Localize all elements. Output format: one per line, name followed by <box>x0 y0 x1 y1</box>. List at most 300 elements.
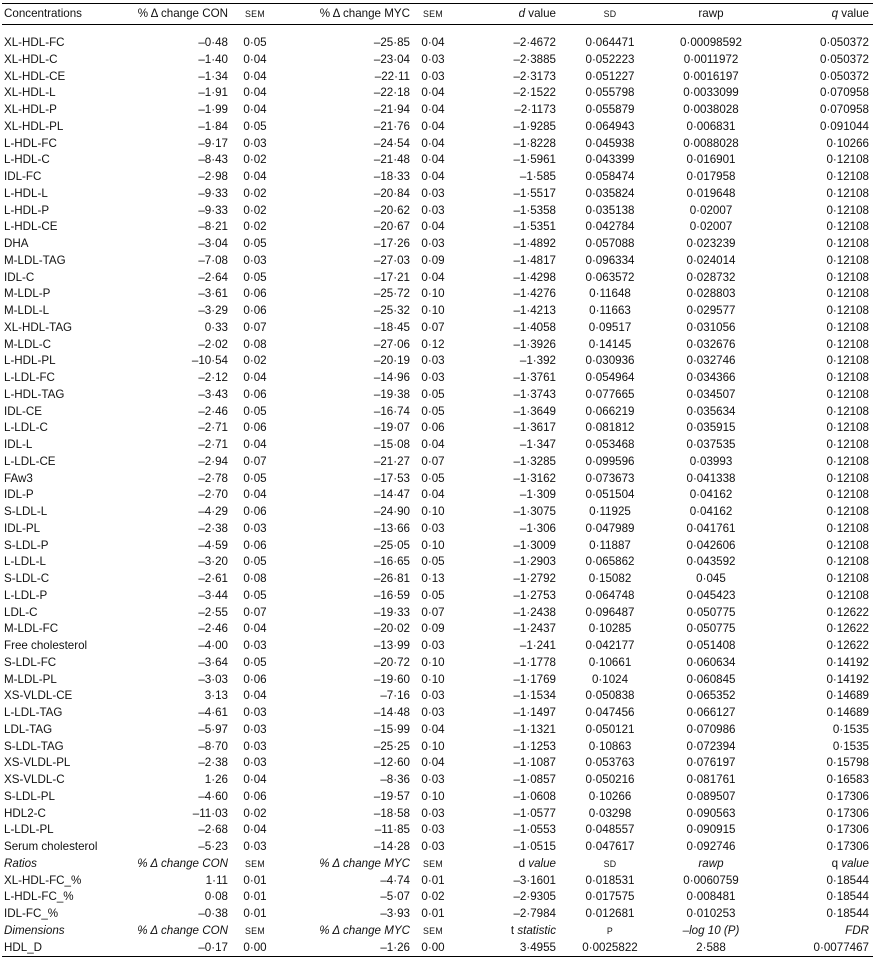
cell: 0·17306 <box>826 789 869 803</box>
table-row <box>2 471 873 488</box>
col-concentrations: Concentrations <box>2 4 122 25</box>
cell: 0·04162 <box>689 505 733 518</box>
cell: 0·04 <box>421 86 445 100</box>
table-row <box>2 337 873 354</box>
cell: 0·047456 <box>585 706 635 719</box>
cell: 0·03 <box>243 840 267 853</box>
cell: LDL-C <box>4 605 38 619</box>
cell: 0·04 <box>243 69 267 83</box>
cell: 0·06 <box>243 421 267 435</box>
cell: 0·07 <box>421 605 445 619</box>
table-row <box>2 722 873 739</box>
cell: 0·032746 <box>686 354 736 368</box>
cell: –14·48 <box>373 706 410 719</box>
cell: IDL-P <box>4 488 34 502</box>
cell: 0·1024 <box>591 672 629 686</box>
cell: 0·031056 <box>686 320 736 334</box>
cell: –2·94 <box>198 454 228 468</box>
cell: –2·71 <box>198 438 228 451</box>
cell: –19·60 <box>373 672 410 686</box>
cell: 0·04 <box>421 270 445 284</box>
cell: –14·28 <box>373 840 410 853</box>
cell: 0·10 <box>421 655 445 669</box>
cell: 0·07 <box>243 454 267 468</box>
cell: 0·042606 <box>686 538 736 552</box>
cell: 0·17306 <box>826 840 869 853</box>
cell: Ratios <box>4 856 37 870</box>
cell: 0·041338 <box>686 471 736 485</box>
table-row <box>2 85 873 102</box>
cell: 0·05 <box>421 471 445 485</box>
cell: –9·33 <box>198 186 228 200</box>
cell: 0·09 <box>421 253 445 267</box>
cell: 0·06 <box>243 672 267 686</box>
table-row <box>2 755 873 772</box>
cell: 0·047989 <box>585 521 635 535</box>
cell: L-LDL-PL <box>4 823 54 837</box>
cell: 0·047617 <box>585 840 635 853</box>
cell: SEM <box>423 925 443 936</box>
cell: –4·00 <box>198 639 228 652</box>
cell: 0·14689 <box>826 689 869 703</box>
cell: –1·3743 <box>513 387 556 401</box>
cell: 0·012681 <box>585 907 635 920</box>
table-row <box>2 303 873 320</box>
table-row <box>2 705 873 722</box>
cell: 0·06 <box>243 287 267 301</box>
cell: 0·06 <box>243 387 267 401</box>
cell: –1·241 <box>519 639 556 652</box>
cell: –11·03 <box>192 806 228 820</box>
table-row <box>2 588 873 605</box>
cell: –2·7984 <box>513 907 556 920</box>
cell: –25·72 <box>373 287 410 301</box>
cell: XS-VLDL-C <box>4 773 65 786</box>
cell: 0·04 <box>243 689 267 703</box>
cell: 0·05 <box>421 404 445 418</box>
cell: –27·03 <box>373 253 410 267</box>
cell: XS-VLDL-CE <box>4 689 73 703</box>
cell: 0·04 <box>421 136 445 150</box>
cell: 0·09517 <box>588 320 632 334</box>
cell: 0·12108 <box>826 421 869 435</box>
ratio-row <box>2 889 873 906</box>
cell: 0·006831 <box>686 119 736 133</box>
cell: –1·8228 <box>513 136 556 150</box>
cell: –25·25 <box>373 739 410 753</box>
cell: –2·46 <box>198 622 228 636</box>
cell: –1·5351 <box>513 220 556 234</box>
cell: 0·11887 <box>589 538 631 552</box>
cell: 0·10285 <box>588 622 632 636</box>
table-row <box>2 219 873 236</box>
cell: M-LDL-P <box>4 287 51 301</box>
cell: 0·12108 <box>826 153 869 167</box>
cell: 0·0088028 <box>683 136 739 150</box>
cell: –12·60 <box>373 756 410 770</box>
cell: 0·028803 <box>686 287 736 301</box>
cell: 0·099596 <box>585 454 635 468</box>
cell: –1·3649 <box>513 404 556 418</box>
cell: 0·10 <box>421 672 445 686</box>
table-row <box>2 420 873 437</box>
cell: 0·04 <box>421 119 445 133</box>
cell: –1·4298 <box>513 270 556 284</box>
cell: % Δ change CON <box>137 856 228 870</box>
table-row <box>2 504 873 521</box>
cell: –1·84 <box>198 119 228 133</box>
cell: 0·096487 <box>585 605 635 619</box>
cell: –13·66 <box>373 521 410 535</box>
cell: –26·81 <box>373 572 410 585</box>
cell: P <box>606 925 614 936</box>
cell: 0·16583 <box>826 773 869 786</box>
cell: 0·0077467 <box>762 940 873 957</box>
cell: 0·01 <box>243 890 267 904</box>
cell: –20·62 <box>373 203 410 217</box>
cell: 0·04 <box>421 488 445 502</box>
cell: –22·18 <box>373 86 410 100</box>
cell: –4·29 <box>198 505 228 518</box>
cell: 0·06 <box>243 304 267 317</box>
table-row <box>2 320 873 337</box>
cell: 0·0060759 <box>683 873 739 887</box>
cell: 0·00098592 <box>680 36 742 49</box>
cell: 0·053763 <box>585 756 635 770</box>
cell: 0·10661 <box>588 655 632 669</box>
cell: 0·14145 <box>588 337 632 351</box>
table-row <box>2 69 873 86</box>
cell: –24·90 <box>373 505 410 518</box>
cell: –19·07 <box>373 421 410 435</box>
cell: 0·051227 <box>585 69 635 83</box>
cell: 0·05 <box>421 555 445 569</box>
cell: S-LDL-TAG <box>4 739 64 753</box>
cell: –27·06 <box>373 337 410 351</box>
cell: –15·08 <box>373 438 410 451</box>
table-row <box>2 772 873 789</box>
cell: 0·018531 <box>585 873 635 887</box>
table-row <box>2 152 873 169</box>
cell: 0·02 <box>243 186 267 200</box>
col-d-value: d value <box>452 4 560 25</box>
cell: –20·67 <box>373 220 410 234</box>
table-row <box>2 638 873 655</box>
cell: 0·05 <box>243 36 267 49</box>
results-table <box>2 3 873 957</box>
cell: 1·26 <box>204 773 228 786</box>
cell: 0·03993 <box>689 454 733 468</box>
cell: 0·03 <box>421 52 445 66</box>
cell: 0·035138 <box>585 203 635 217</box>
cell: –3·04 <box>198 237 228 250</box>
table-row <box>2 487 873 504</box>
cell: –18·58 <box>373 806 410 820</box>
cell: 0·10266 <box>588 789 632 803</box>
cell: 0·03 <box>421 69 445 83</box>
cell: 0·07 <box>421 320 445 334</box>
cell: 0·072394 <box>686 739 736 753</box>
cell: 2·588 <box>660 940 762 957</box>
cell: –18·45 <box>373 320 410 334</box>
cell: 0·12108 <box>826 521 869 535</box>
cell: 0·08 <box>243 572 267 585</box>
cell: 0·12108 <box>826 555 869 569</box>
cell: S-LDL-P <box>4 538 49 552</box>
cell: –1·1778 <box>513 655 556 669</box>
cell: 0·10 <box>421 304 445 317</box>
cell: –8·70 <box>198 739 228 753</box>
col-sd: SD <box>560 4 660 25</box>
cell: 0·063572 <box>585 270 635 284</box>
cell: 0·043592 <box>686 555 736 569</box>
cell: 0·01 <box>243 907 267 920</box>
cell: 0·00 <box>232 940 278 957</box>
cell: 0·01 <box>421 873 445 887</box>
cell: –1·2903 <box>513 555 556 569</box>
cell: –1·4213 <box>513 304 556 317</box>
cell: L-LDL-CE <box>4 454 56 468</box>
dimension-row <box>2 940 873 957</box>
table-row <box>2 169 873 186</box>
cell: –4·61 <box>198 706 228 719</box>
cell: 0·13 <box>421 572 445 585</box>
cell: M-LDL-PL <box>4 672 57 686</box>
cell: –1·26 <box>278 940 414 957</box>
table-row <box>2 270 873 287</box>
cell: 0·12108 <box>826 588 869 602</box>
cell: –5·07 <box>380 890 410 904</box>
cell: q value <box>831 856 869 870</box>
cell: L-LDL-L <box>4 555 46 569</box>
table-row <box>2 186 873 203</box>
cell: 0·034507 <box>686 387 736 401</box>
cell: 0·066127 <box>686 706 736 719</box>
cell: 3·4955 <box>452 940 560 957</box>
cell: 0·12108 <box>826 438 869 451</box>
cell: –1·1321 <box>513 722 556 736</box>
cell: 0·18544 <box>826 873 869 887</box>
cell: 0·051408 <box>686 639 736 652</box>
cell: t statistic <box>510 923 556 937</box>
cell: 0·091044 <box>820 119 869 133</box>
dimensions-header-row <box>2 923 873 940</box>
cell: 0·030936 <box>585 354 635 368</box>
cell: 0·02 <box>243 354 267 368</box>
cell: 0·03 <box>421 521 445 535</box>
cell: 0·01 <box>243 873 267 887</box>
cell: 0·03 <box>243 722 267 736</box>
cell: FDR <box>845 923 869 937</box>
cell: IDL-FC <box>4 170 42 183</box>
cell: 0·034366 <box>686 371 736 384</box>
cell: 0·03 <box>421 806 445 820</box>
cell: 0·081761 <box>686 773 736 786</box>
cell: rawp <box>698 856 724 870</box>
table-row <box>2 521 873 538</box>
cell: –10·54 <box>191 354 228 368</box>
cell: –2·46 <box>198 404 228 418</box>
cell: 0·12622 <box>826 605 869 619</box>
cell: –1·3075 <box>513 505 556 518</box>
cell: –1·309 <box>519 488 556 502</box>
cell: XL-HDL-PL <box>4 119 64 133</box>
cell: 0·10 <box>421 538 445 552</box>
cell: 0·11648 <box>589 287 631 301</box>
cell: –1·0515 <box>513 840 556 853</box>
cell: –1·0857 <box>513 773 556 786</box>
cell: –20·84 <box>373 186 410 200</box>
cell: 0·060634 <box>686 655 736 669</box>
cell: 0·04 <box>243 86 267 100</box>
cell: –16·59 <box>373 588 410 602</box>
cell: 0·12622 <box>826 622 869 636</box>
cell: 0·066219 <box>585 404 635 418</box>
cell: 0·05 <box>421 387 445 401</box>
ratios-header-row <box>2 856 873 873</box>
cell: 0·096334 <box>585 253 635 267</box>
cell: –20·19 <box>373 354 410 368</box>
cell: 0·03 <box>421 773 445 786</box>
cell: L-HDL-FC_% <box>4 890 74 904</box>
cell: 0·03 <box>243 706 267 719</box>
cell: 0·065352 <box>686 689 736 703</box>
cell: –25·32 <box>373 304 410 317</box>
cell: –1·3926 <box>513 337 556 351</box>
table-row <box>2 538 873 555</box>
cell: 3·13 <box>204 689 228 703</box>
cell: 0·05 <box>243 588 267 602</box>
cell: 0·1535 <box>832 739 869 753</box>
table-row <box>2 605 873 622</box>
cell: –1·3162 <box>513 471 556 485</box>
cell: –3·20 <box>198 555 228 569</box>
cell: M-LDL-FC <box>4 622 59 636</box>
cell: 0·02 <box>243 220 267 234</box>
cell: 0·064943 <box>585 119 635 133</box>
cell: 0·035915 <box>686 421 736 435</box>
cell: 0·058474 <box>585 170 635 183</box>
cell: –15·99 <box>373 722 410 736</box>
table-row <box>2 739 873 756</box>
cell: –5·23 <box>198 840 228 853</box>
cell: d value <box>518 856 556 870</box>
cell: SEM <box>245 925 265 936</box>
cell: –7·16 <box>380 689 410 703</box>
table-row <box>2 353 873 370</box>
cell: XL-HDL-L <box>4 86 56 100</box>
cell: 0·03 <box>421 186 445 200</box>
cell: 0·15798 <box>826 756 869 770</box>
table-row <box>2 554 873 571</box>
cell: –21·76 <box>373 119 410 133</box>
cell: 0·15082 <box>588 572 632 585</box>
cell: –1·5358 <box>513 203 556 217</box>
cell: 0·12108 <box>826 387 869 401</box>
table-row <box>2 621 873 638</box>
cell: –3·03 <box>198 672 228 686</box>
cell: L-HDL-TAG <box>4 387 65 401</box>
cell: 0·02007 <box>689 220 733 234</box>
cell: 0·05 <box>421 588 445 602</box>
cell: 0·055879 <box>585 103 635 116</box>
cell: L-LDL-TAG <box>4 706 63 719</box>
cell: % Δ change CON <box>137 923 228 937</box>
cell: 0·12108 <box>826 304 869 317</box>
cell: –1·392 <box>519 354 556 368</box>
cell: M-LDL-C <box>4 337 52 351</box>
cell: 0·12108 <box>826 253 869 267</box>
cell: –11·85 <box>374 823 410 837</box>
cell: 0·12108 <box>826 270 869 284</box>
cell: 0·042784 <box>585 220 635 234</box>
table-row <box>2 102 873 119</box>
cell: 0·050775 <box>686 622 736 636</box>
cell: 0·050838 <box>585 689 635 703</box>
cell: –1·0577 <box>513 806 556 820</box>
cell: 0·06 <box>243 505 267 518</box>
cell: –19·38 <box>373 387 410 401</box>
cell: 0·03 <box>243 739 267 753</box>
cell: 0·070958 <box>820 103 869 116</box>
cell: –2·1522 <box>513 86 556 100</box>
cell: 0·04 <box>243 371 267 384</box>
cell: 0·054964 <box>585 371 635 384</box>
cell: 0·04 <box>243 622 267 636</box>
cell: –7·08 <box>198 253 228 267</box>
cell: 0·07 <box>243 320 267 334</box>
cell: Serum cholesterol <box>4 840 98 853</box>
cell: –2·55 <box>198 605 228 619</box>
cell: 0·12108 <box>826 572 869 585</box>
cell: 0·04 <box>421 722 445 736</box>
cell: IDL-C <box>4 270 35 284</box>
cell: 0·10266 <box>826 136 869 150</box>
cell: 0·04 <box>421 170 445 183</box>
cell: –3·1601 <box>513 873 556 887</box>
cell: 0·03 <box>421 237 445 250</box>
cell: 0·081812 <box>585 421 635 435</box>
cell: 0·064748 <box>585 588 635 602</box>
cell: SEM <box>245 858 265 869</box>
cell: –3·43 <box>198 387 228 401</box>
cell: 0·01 <box>421 907 445 920</box>
cell: 0·03 <box>421 354 445 368</box>
cell: XL-HDL-CE <box>4 69 66 83</box>
cell: –23·04 <box>373 52 410 66</box>
cell: 0·12108 <box>826 220 869 234</box>
cell: 0·03 <box>421 840 445 853</box>
cell: 0·17306 <box>826 806 869 820</box>
cell: S-LDL-FC <box>4 655 57 669</box>
cell: 0·0025822 <box>560 940 660 957</box>
cell: –2·9305 <box>513 890 556 904</box>
cell: 0·12108 <box>826 237 869 250</box>
cell: –20·02 <box>373 622 410 636</box>
cell: –4·74 <box>380 873 410 887</box>
cell: 0·050775 <box>686 605 736 619</box>
cell: L-HDL-PL <box>4 354 56 368</box>
cell: –1·2792 <box>513 572 556 585</box>
cell: 0·12108 <box>826 287 869 301</box>
cell: XL-HDL-FC_% <box>4 873 82 887</box>
cell: 0·03 <box>421 203 445 217</box>
cell: 0·12108 <box>826 404 869 418</box>
cell: 0·050121 <box>585 722 635 736</box>
cell: –8·21 <box>198 220 228 234</box>
cell: 0·03298 <box>588 806 632 820</box>
cell: XL-HDL-P <box>4 103 57 116</box>
